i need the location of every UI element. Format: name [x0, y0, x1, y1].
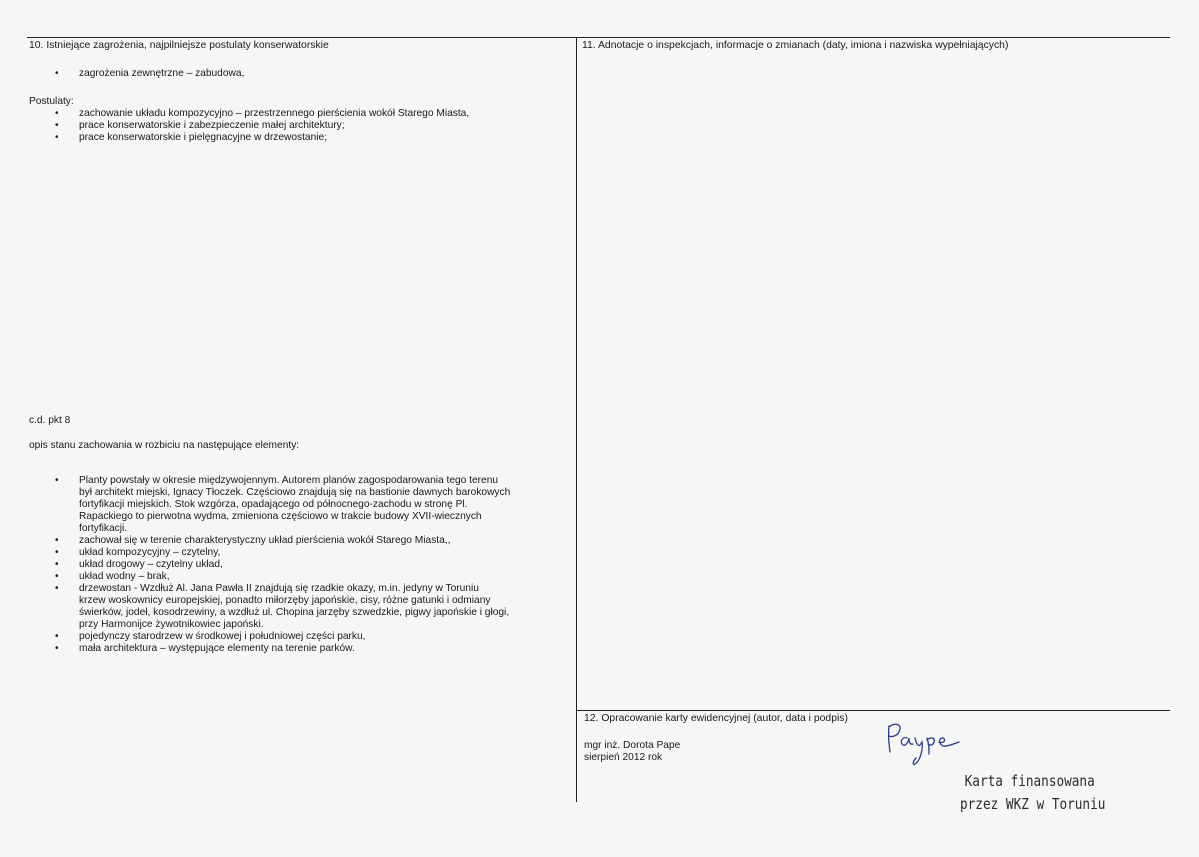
list-item: • zagrożenia zewnętrzne – zabudowa, — [55, 68, 245, 79]
section11-heading: 11. Adnotacje o inspekcjach, informacje o zmianach (daty, imiona i nazwiska wypełniających) — [582, 40, 1009, 51]
bullet-icon: • — [55, 120, 59, 131]
bullet-icon: • — [55, 535, 59, 546]
signature-image — [883, 718, 973, 768]
list-item: • prace konserwatorskie i pielęgnacyjne w drzewostanie; — [55, 132, 328, 143]
list-item: • układ kompozycyjny – czytelny, — [55, 547, 221, 558]
stamp-line-2: przez WKZ w Toruniu — [960, 795, 1106, 813]
list-item: • mała architektura – występujące elementy na terenie parków. — [55, 643, 355, 654]
threats-list — [29, 68, 244, 80]
bullet-icon: • — [55, 571, 59, 582]
bullet-icon: • — [55, 132, 59, 143]
list-item: • Planty powstały w okresie międzywojennym. Autorem planów zagospodarowania tego terenu był architekt miejski, Ignacy Tłoczek. Częściowo znajdują się na bastionie dawnych barokowych fortyfikacji miejskich. Stok wzgórza, opadającego od północnego-zachodu w stronę Pl. Rapackiego to pierwotna wydma, zmieniona częściowo w trakcie budowy XVII-wiecznych fortyfikacji. — [55, 475, 511, 534]
bullet-icon: • — [55, 559, 59, 570]
list-item: • układ drogowy – czytelny układ, — [55, 559, 223, 570]
list-item: • pojedynczy starodrzew w środkowej i południowej części parku, — [55, 631, 366, 642]
top-rule — [27, 37, 1170, 38]
list-item: • układ wodny – brak, — [55, 571, 170, 582]
bullet-icon: • — [55, 547, 59, 558]
continuation-label: c.d. pkt 8 — [29, 415, 71, 426]
section10-heading: 10. Istniejące zagrożenia, najpilniejsze postulaty konserwatorskie — [29, 40, 329, 51]
author-name: mgr inż. Dorota Pape — [584, 740, 681, 751]
continuation-intro: opis stanu zachowania w rozbiciu na następujące elementy: — [29, 440, 300, 451]
bullet-icon: • — [55, 631, 59, 642]
postulates-list — [29, 108, 469, 144]
section12-rule — [576, 710, 1170, 711]
stamp-line-1: Karta finansowana — [964, 772, 1095, 790]
section12-heading: 12. Opracowanie karty ewidencyjnej (autor, data i podpis) — [584, 713, 848, 724]
bullet-icon: • — [55, 475, 59, 486]
list-item: • drzewostan - Wzdłuż Al. Jana Pawła II znajdują się rzadkie okazy, m.in. jedyny w Toruniu krzew woskownicy europejskiej, ponadto miłorzęby japońskie, cisy, różne gatunki i odmiany świerków, jodeł, kosodrzewiny, a wzdłuż ul. Chopina jarzęby szwedzkie, pigwy japońskie i głogi, przy Harmonijce żywotnikowiec japoński. — [55, 583, 510, 630]
list-item: • prace konserwatorskie i zabezpieczenie małej architektury; — [55, 120, 345, 131]
author-date: sierpień 2012 rok — [584, 752, 663, 763]
elements-list — [29, 475, 510, 655]
list-item: • zachował się w terenie charakterystyczny układ pierścienia wokół Starego Miasta,, — [55, 535, 451, 546]
postulates-label: Postulaty: — [29, 96, 74, 107]
bullet-icon: • — [55, 583, 59, 594]
bullet-icon: • — [55, 108, 59, 119]
bullet-icon: • — [55, 68, 59, 79]
funding-stamp — [960, 770, 1106, 816]
column-divider — [576, 37, 577, 802]
bullet-icon: • — [55, 643, 59, 654]
list-item: • zachowanie układu kompozycyjno – przestrzennego pierścienia wokół Starego Miasta, — [55, 108, 470, 119]
